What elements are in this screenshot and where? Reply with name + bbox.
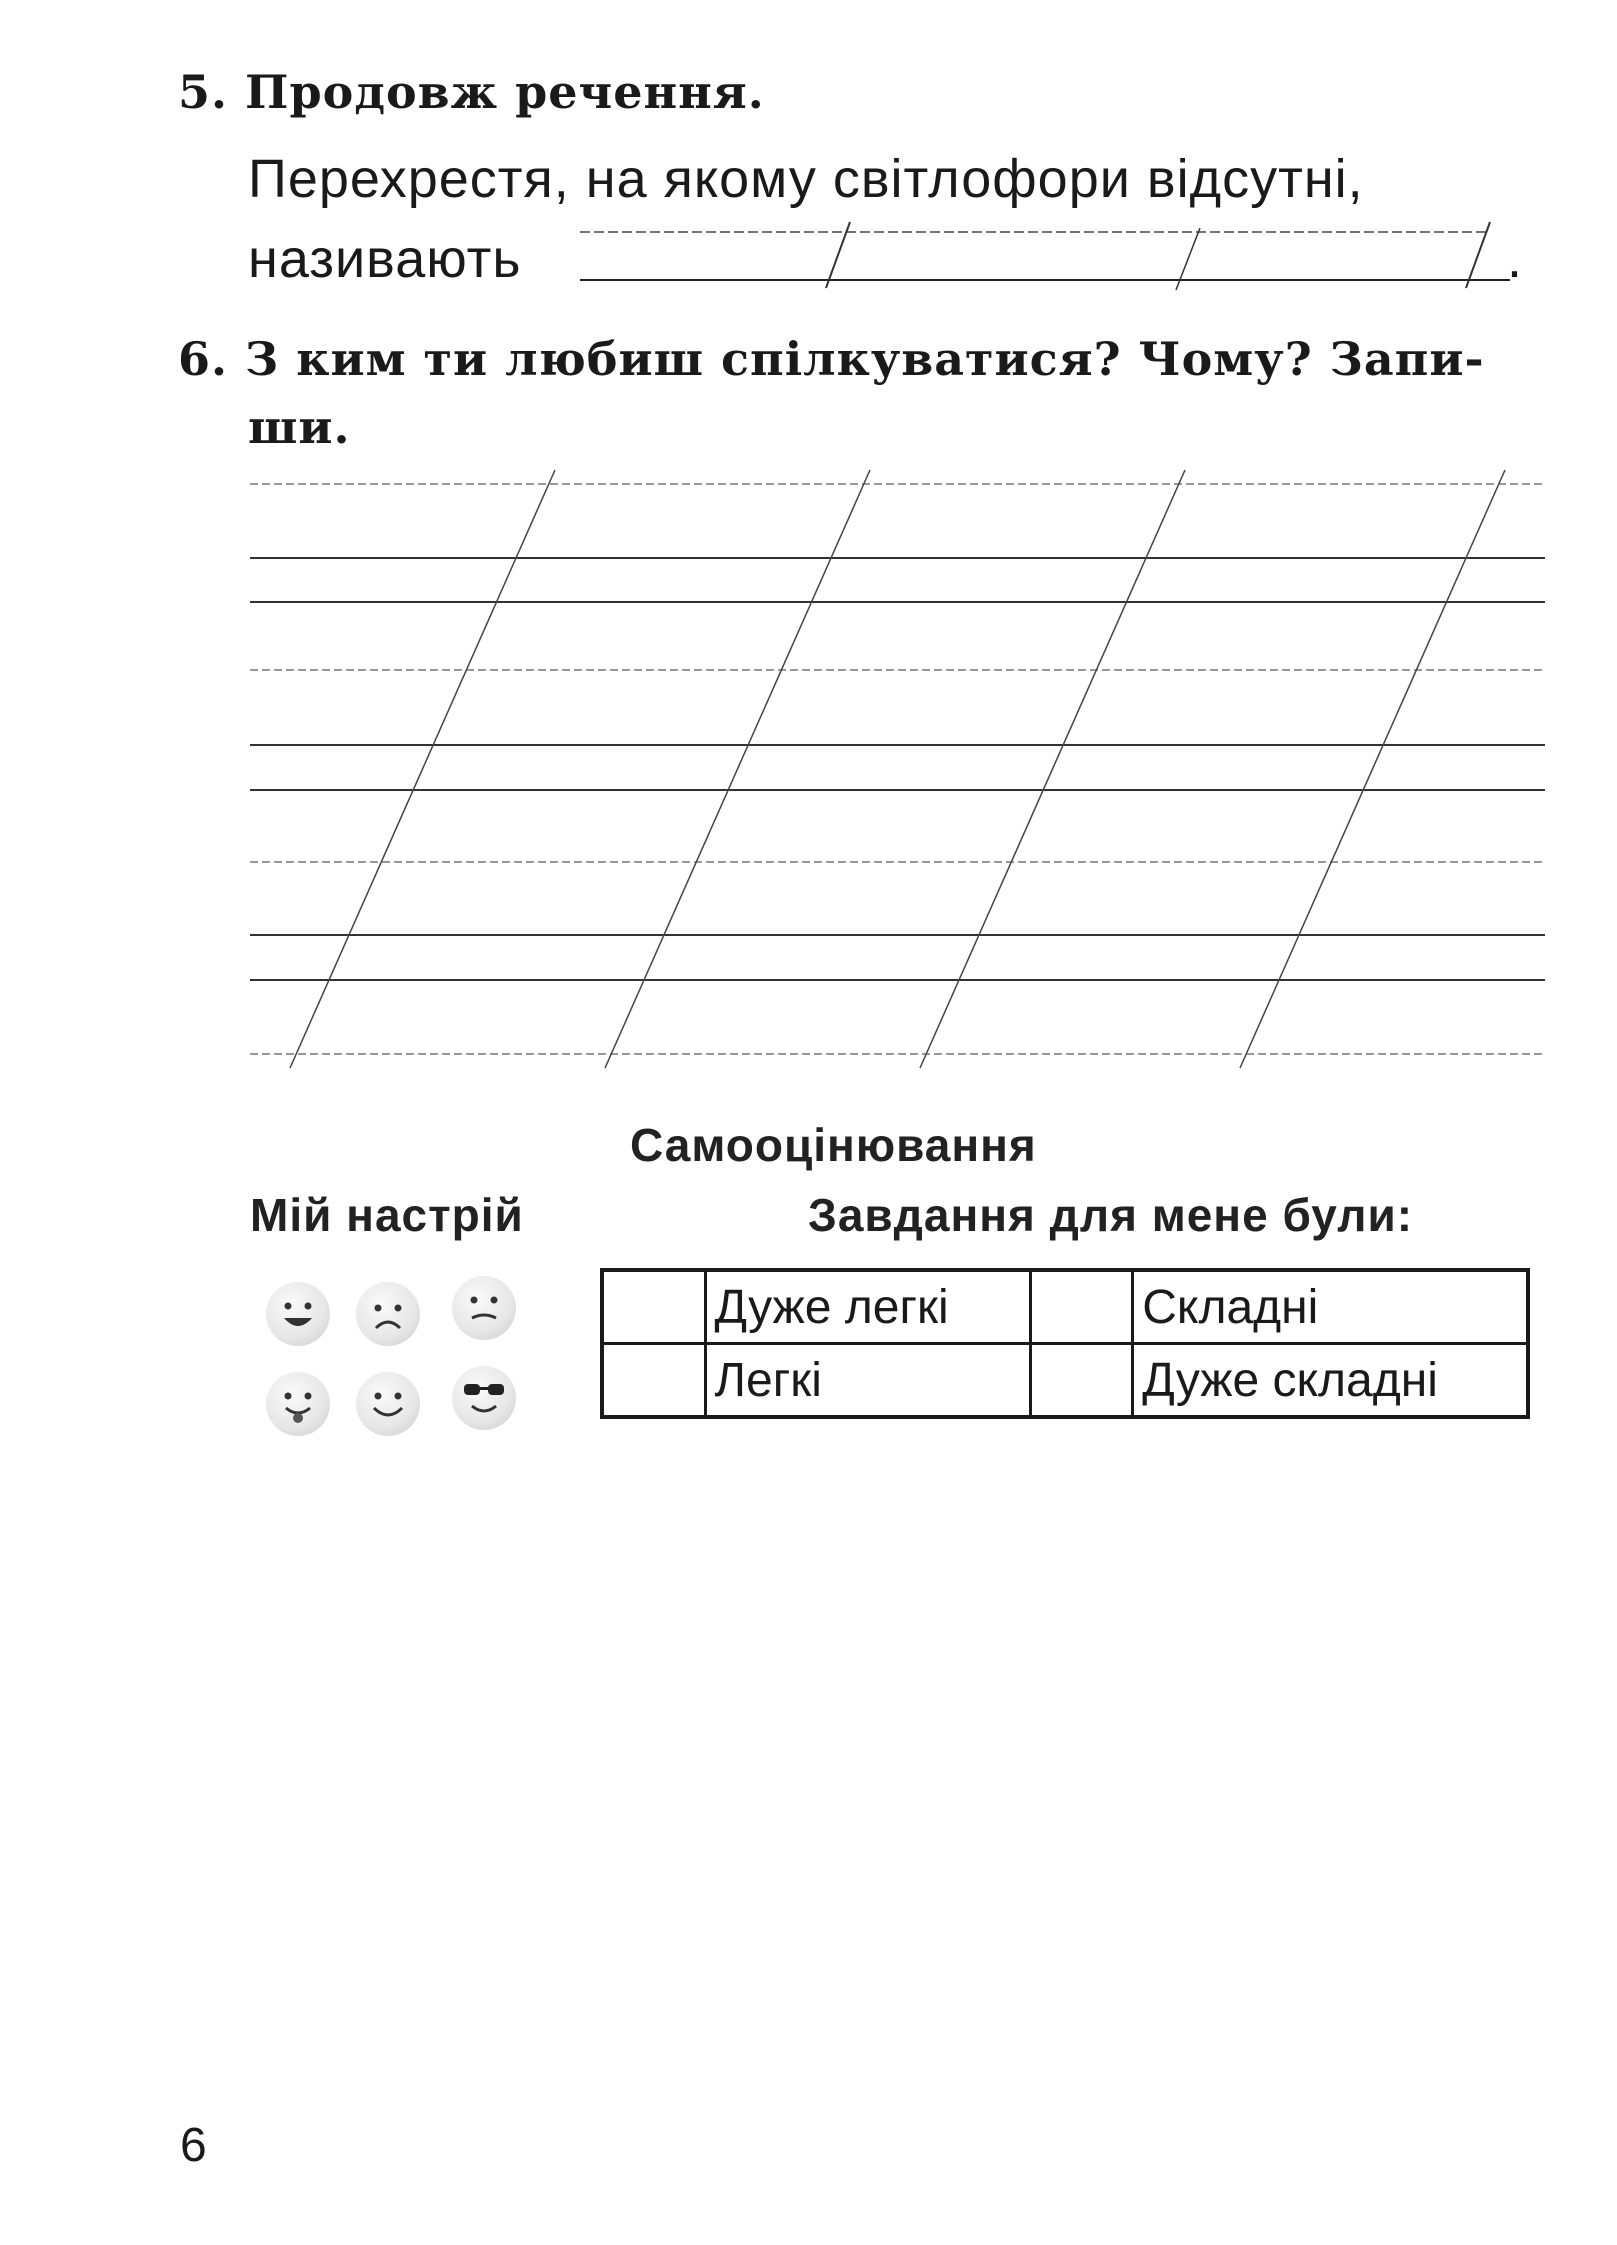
task-5-sentence-line1: Перехрестя, на якому світлофори відсутні, (248, 149, 1364, 209)
sad-face-icon[interactable] (356, 1282, 420, 1346)
very-difficult-label: Дуже складні (1133, 1344, 1528, 1418)
task-5-sentence-line2-prefix: називають (248, 229, 522, 289)
task-5-sentence-period: . (1507, 229, 1524, 289)
sunglasses-face-icon[interactable] (452, 1366, 516, 1430)
very-easy-label: Дуже легкі (705, 1270, 1030, 1344)
table-row (602, 1270, 1528, 1344)
page-number: 6 (180, 2119, 207, 2172)
very-easy-checkbox[interactable] (602, 1270, 705, 1344)
easy-label: Легкі (705, 1344, 1030, 1418)
smiling-face-icon[interactable] (356, 1372, 420, 1436)
table-row (602, 1344, 1528, 1418)
easy-checkbox[interactable] (602, 1344, 705, 1418)
mood-label: Мій настрій (250, 1189, 524, 1241)
task-6-title-line1: 6. З ким ти любиш спілкуватися? Чому? Запи- (178, 332, 1485, 386)
very-difficult-checkbox[interactable] (1030, 1344, 1133, 1418)
laughing-face-icon[interactable] (266, 1282, 330, 1346)
task-5-title: 5. Продовж речення. (178, 65, 765, 119)
difficult-checkbox[interactable] (1030, 1270, 1133, 1344)
task-6-title-line2: ши. (248, 400, 351, 454)
self-assessment-heading: Самооцінювання (630, 1119, 1037, 1171)
difficulty-table (600, 1268, 1530, 1419)
tongue-face-icon[interactable] (266, 1372, 330, 1436)
difficult-label: Складні (1133, 1270, 1528, 1344)
confused-face-icon[interactable] (452, 1276, 516, 1340)
tasks-difficulty-label: Завдання для мене були: (808, 1189, 1414, 1241)
